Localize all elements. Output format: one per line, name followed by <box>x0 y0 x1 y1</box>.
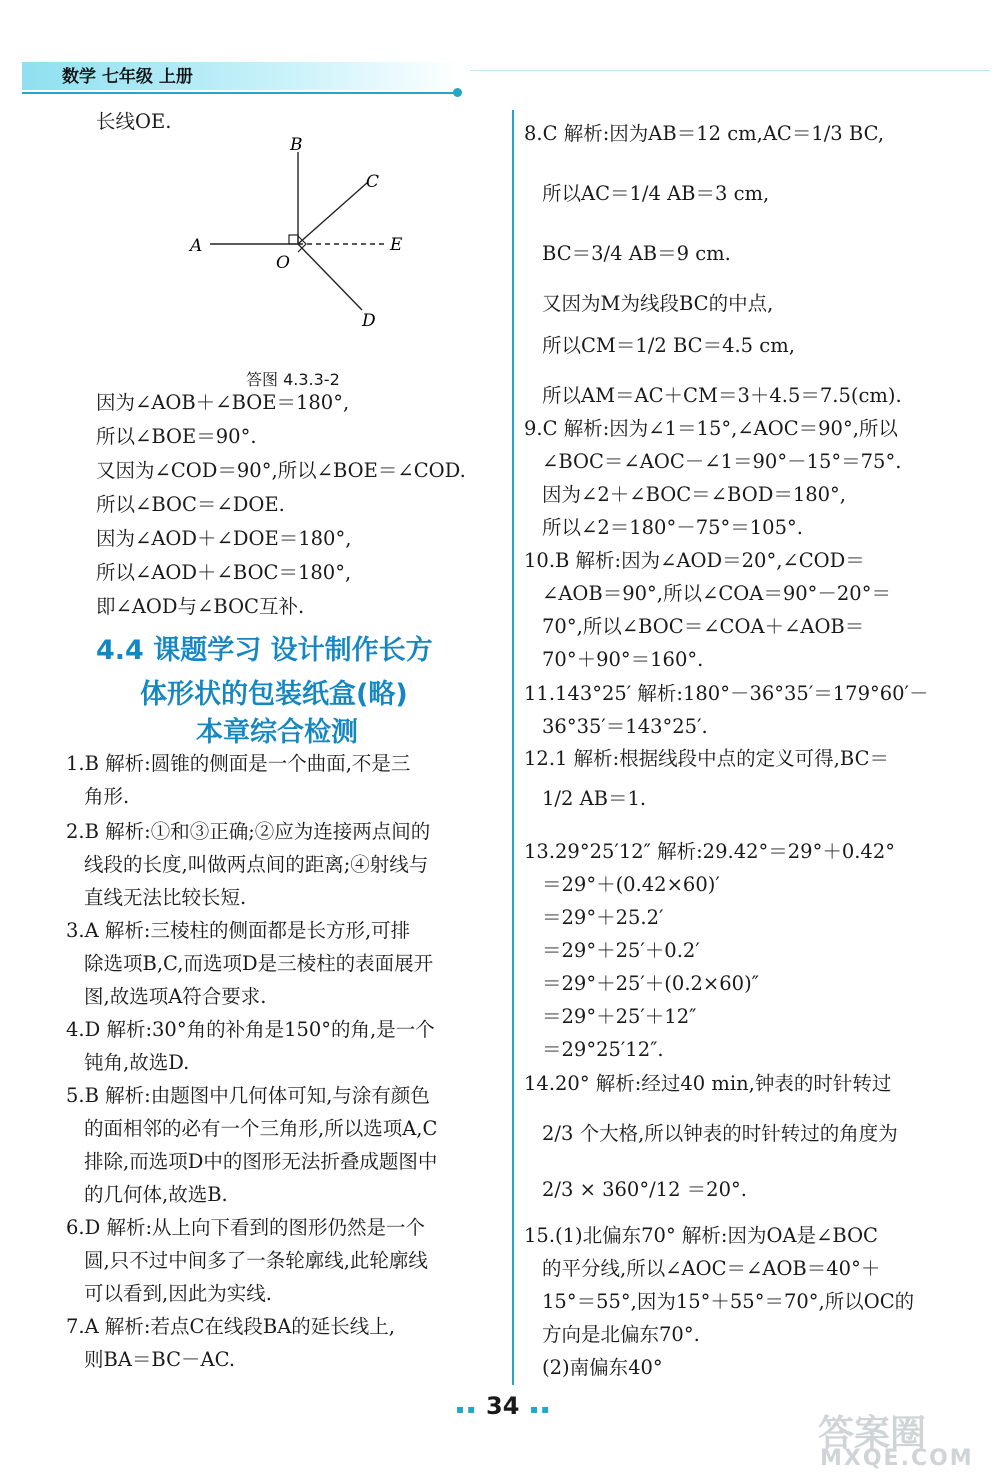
answer-line: 所以CM＝1/2 BC＝4.5 cm, <box>542 334 795 357</box>
answer-line: 2/3 个大格,所以钟表的时针转过的角度为 <box>542 1122 898 1145</box>
left-line-top: 长线OE. <box>96 110 172 133</box>
section-title-2: 体形状的包装纸盒(略) <box>140 679 408 710</box>
watermark-logo: 答案圈 <box>818 1413 927 1454</box>
proof-line: 所以∠AOD＋∠BOC＝180°, <box>96 561 352 584</box>
answer-line: 的面相邻的必有一个三角形,所以选项A,C <box>84 1117 438 1140</box>
answer-line: 所以∠2＝180°－75°＝105°. <box>542 516 803 539</box>
answer-line: 7.A 解析:若点C在线段BA的延长线上, <box>66 1315 395 1338</box>
label-o: O <box>276 253 290 273</box>
answer-line: 13.29°25′12″ 解析:29.42°＝29°＋0.42° <box>524 840 895 863</box>
proof-line: 所以∠BOC＝∠DOE. <box>96 493 285 516</box>
answer-line: 70°＋90°＝160°. <box>542 648 704 671</box>
answer-line: 36°35′＝143°25′. <box>542 715 708 738</box>
answer-line: 排除,而选项D中的图形无法折叠成题图中 <box>84 1150 438 1173</box>
section-title-1: 4.4 课题学习 设计制作长方 <box>96 635 433 666</box>
proof-line: 所以∠BOE＝90°. <box>96 425 257 448</box>
answer-line: 的几何体,故选B. <box>84 1183 228 1206</box>
answer-line: 6.D 解析:从上向下看到的图形仍然是一个 <box>66 1216 426 1239</box>
proof-line: 因为∠AOB＋∠BOE＝180°, <box>96 391 350 414</box>
answer-line: ＝29°＋25′＋0.2′ <box>542 939 700 962</box>
answer-line: ＝29°＋(0.42×60)′ <box>542 873 720 896</box>
answer-line: 10.B 解析:因为∠AOD＝20°,∠COD＝ <box>524 549 865 572</box>
answer-line: 70°,所以∠BOC＝∠COA＋∠AOB＝ <box>542 615 865 638</box>
answer-line: 钝角,故选D. <box>84 1051 190 1074</box>
header-dot <box>453 88 462 97</box>
answer-line: 直线无法比较长短. <box>84 886 247 909</box>
answer-line: 除选项B,C,而选项D是三棱柱的表面展开 <box>84 952 434 975</box>
page-dots-left: ▪▪ <box>456 1402 479 1416</box>
answer-line: 2/3 × 360°/12 ＝20°. <box>542 1178 747 1201</box>
answer-line: 3.A 解析:三棱柱的侧面都是长方形,可排 <box>66 919 411 942</box>
answer-line: ∠BOC＝∠AOC－∠1＝90°－15°＝75°. <box>542 450 902 473</box>
proof-line: 即∠AOD与∠BOC互补. <box>96 595 305 618</box>
answer-line: 因为∠2＋∠BOC＝∠BOD＝180°, <box>542 483 847 506</box>
answer-line: 14.20° 解析:经过40 min,钟表的时针转过 <box>524 1072 892 1095</box>
answer-line: 2.B 解析:①和③正确;②应为连接两点间的 <box>66 820 431 843</box>
answer-line: 11.143°25′ 解析:180°－36°35′＝179°60′－ <box>524 682 929 705</box>
answer-line: 1.B 解析:圆锥的侧面是一个曲面,不是三 <box>66 752 411 775</box>
answer-line: 12.1 解析:根据线段中点的定义可得,BC＝ <box>524 747 889 770</box>
answer-line: 所以AC＝1/4 AB＝3 cm, <box>542 182 770 205</box>
answer-line: 图,故选项A符合要求. <box>84 985 267 1008</box>
answer-line: 4.D 解析:30°角的补角是150°的角,是一个 <box>66 1018 435 1041</box>
answer-line: ＝29°＋25′＋(0.2×60)″ <box>542 972 759 995</box>
proof-line: 又因为∠COD＝90°,所以∠BOE＝∠COD. <box>96 459 466 482</box>
answer-line: 8.C 解析:因为AB＝12 cm,AC＝1/3 BC, <box>524 122 885 145</box>
header-rule-right <box>470 70 990 71</box>
answer-line: 圆,只不过中间多了一条轮廓线,此轮廓线 <box>84 1249 428 1272</box>
watermark-url: MXQE.COM <box>820 1446 974 1471</box>
answer-line: 1/2 AB＝1. <box>542 787 647 810</box>
answer-line: 5.B 解析:由题图中几何体可知,与涂有颜色 <box>66 1084 430 1107</box>
label-d: D <box>362 311 376 331</box>
answer-line: 可以看到,因此为实线. <box>84 1282 272 1305</box>
label-c: C <box>366 172 380 192</box>
answer-line: ＝29°25′12″. <box>542 1038 664 1061</box>
proof-line: 因为∠AOD＋∠DOE＝180°, <box>96 527 352 550</box>
figure-caption: 答图 4.3.3-2 <box>246 370 340 389</box>
answer-line: 15°＝55°,因为15°＋55°＝70°,所以OC的 <box>542 1290 915 1313</box>
answer-line: 所以AM＝AC＋CM＝3＋4.5＝7.5(cm). <box>542 384 902 407</box>
header-rule <box>22 92 457 94</box>
answer-line: ＝29°＋25′＋12″ <box>542 1005 697 1028</box>
angle-figure <box>180 130 420 340</box>
answer-line: 的平分线,所以∠AOC＝∠AOB＝40°＋ <box>542 1257 881 1280</box>
page-dots-right: ▪▪ <box>530 1402 553 1416</box>
answer-line: ∠AOB＝90°,所以∠COA＝90°－20°＝ <box>542 582 891 605</box>
label-a: A <box>190 236 203 256</box>
answer-line: 方向是北偏东70°. <box>542 1323 700 1346</box>
answer-line: 则BA＝BC－AC. <box>84 1348 236 1371</box>
answer-line: 9.C 解析:因为∠1＝15°,∠AOC＝90°,所以 <box>524 417 898 440</box>
answer-line: BC＝3/4 AB＝9 cm. <box>542 242 731 265</box>
column-divider <box>512 110 514 1385</box>
answer-line: 角形. <box>84 785 130 808</box>
book-title: 数学 七年级 上册 <box>62 67 193 87</box>
answer-line: 线段的长度,叫做两点间的距离;④射线与 <box>84 853 429 876</box>
section-title-3: 本章综合检测 <box>196 717 358 748</box>
answer-line: 又因为M为线段BC的中点, <box>542 292 774 315</box>
page-number: 34 <box>486 1392 520 1420</box>
label-e: E <box>390 235 403 255</box>
answer-line: ＝29°＋25.2′ <box>542 906 664 929</box>
answer-line: (2)南偏东40° <box>542 1356 663 1379</box>
label-b: B <box>290 135 303 155</box>
answer-line: 15.(1)北偏东70° 解析:因为OA是∠BOC <box>524 1224 878 1247</box>
